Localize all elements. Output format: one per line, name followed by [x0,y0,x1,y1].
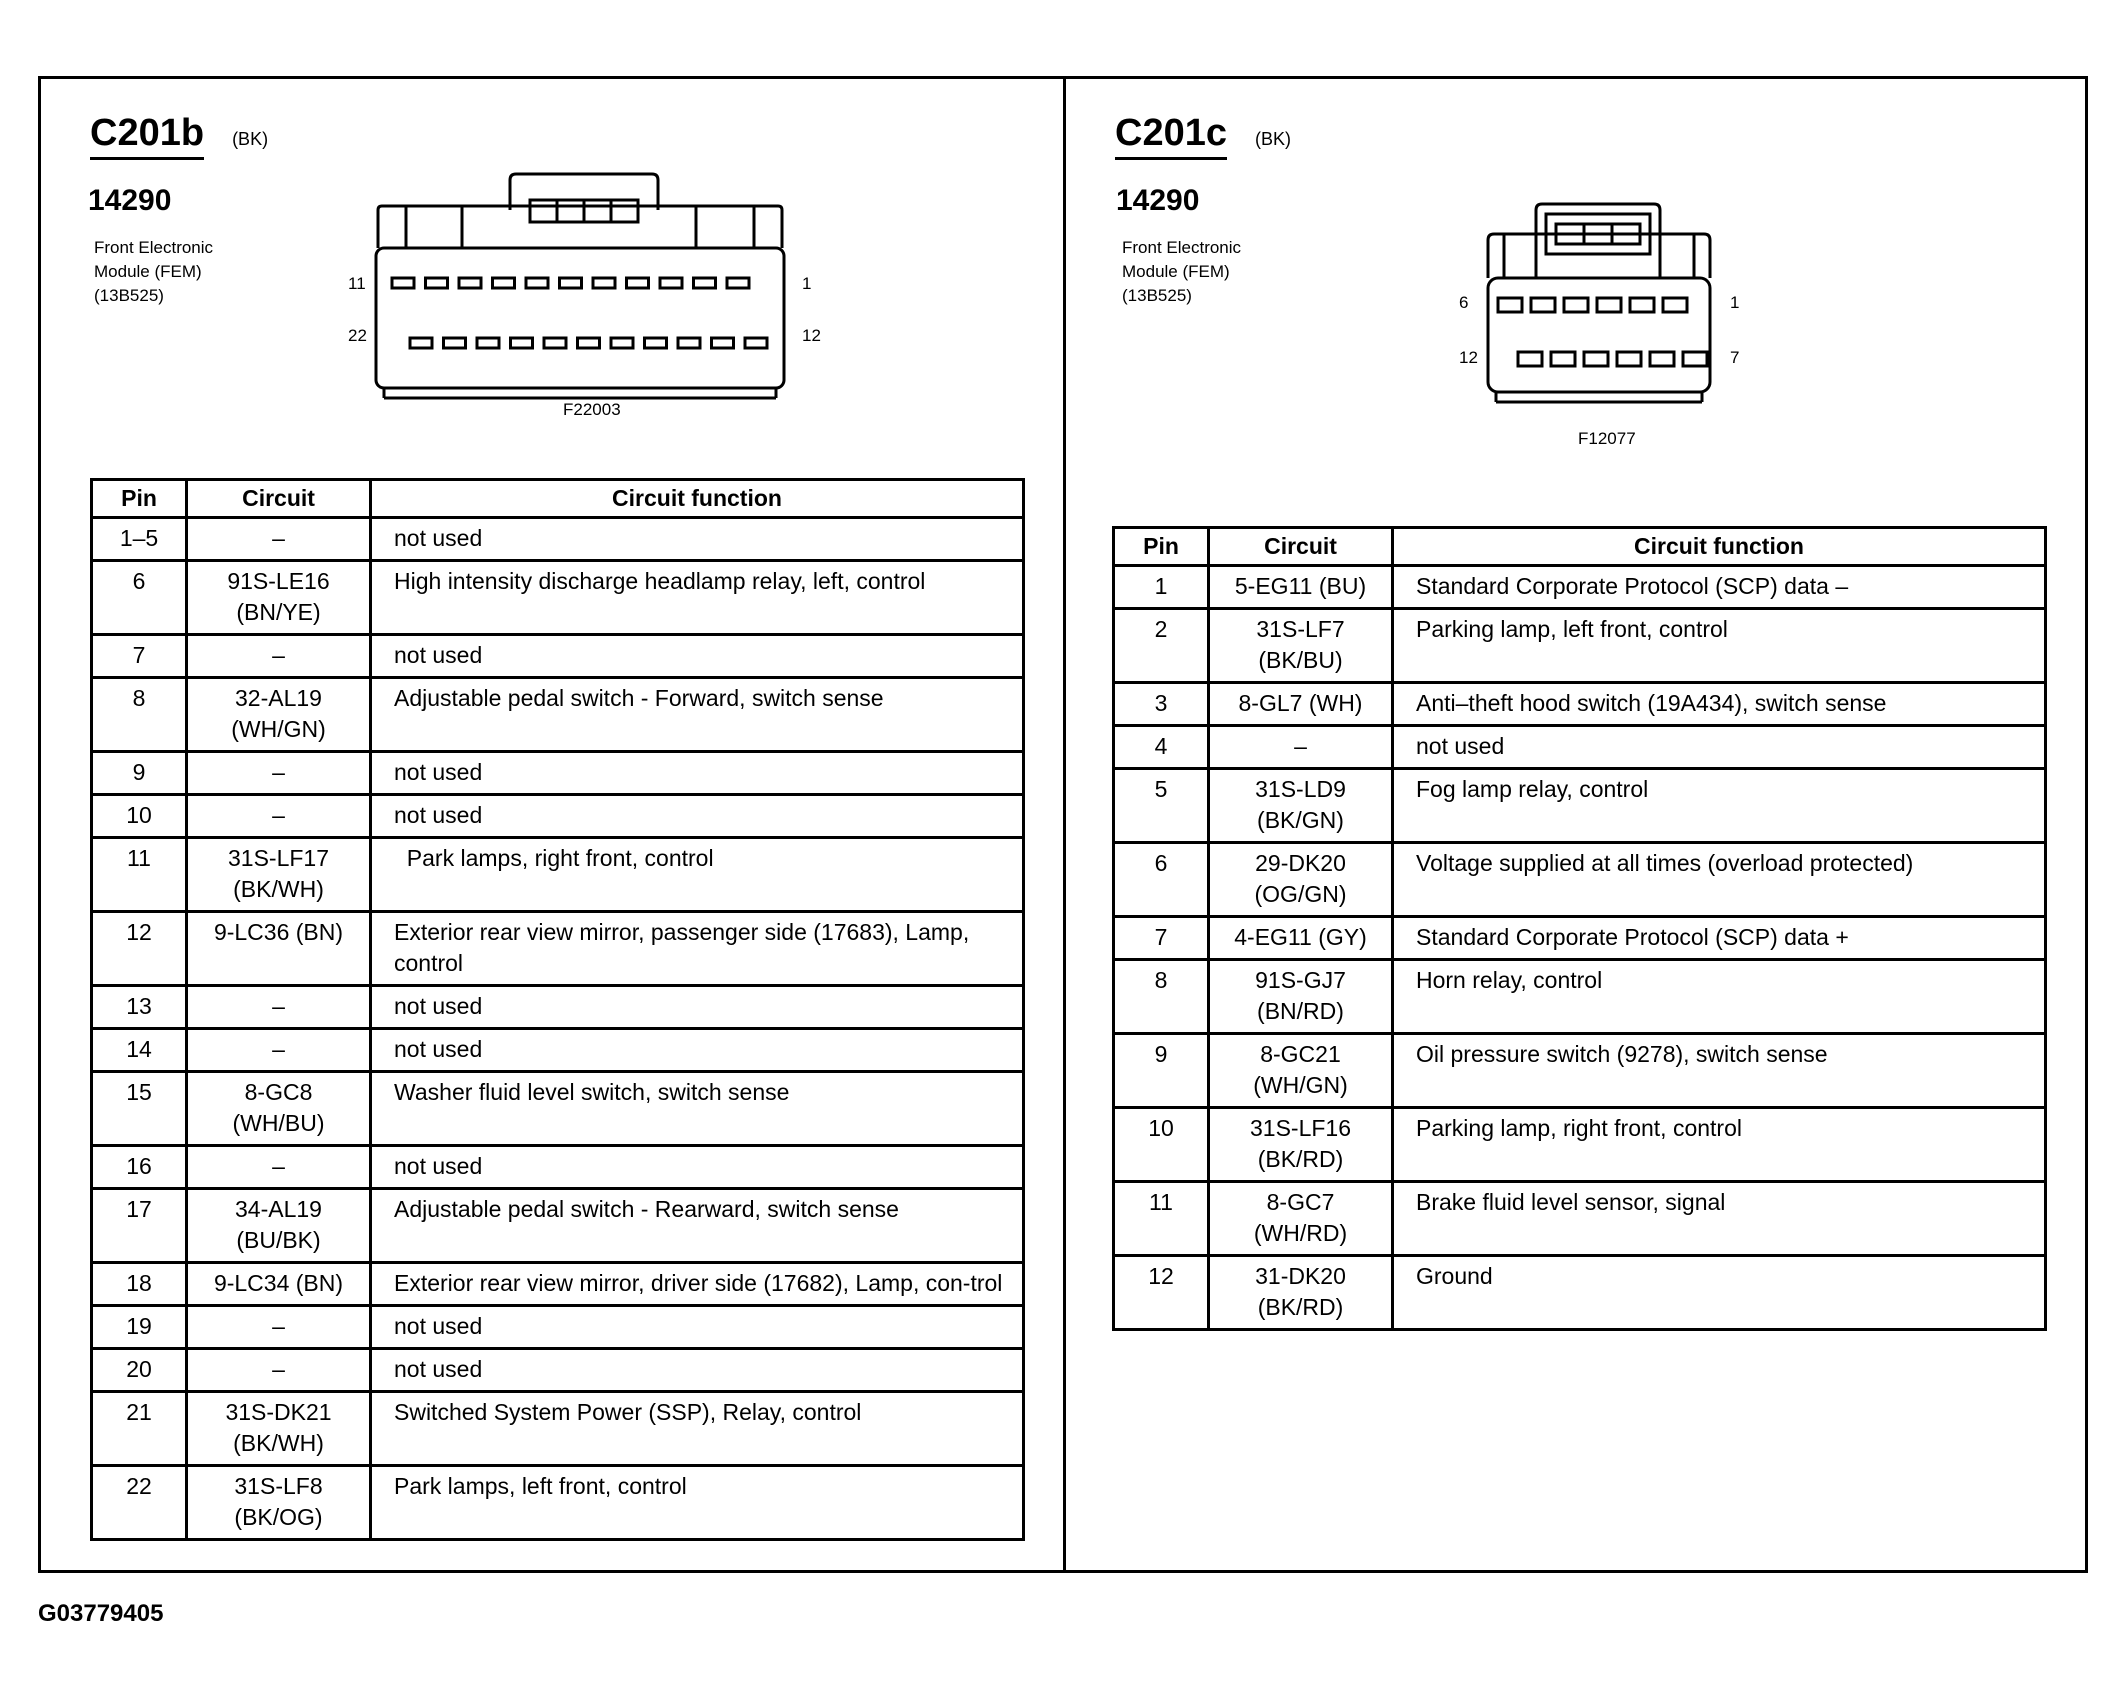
circuit-line: 91S-LE16 [227,568,330,594]
function-cell: Washer fluid level switch, switch sense [371,1072,1024,1146]
circuit-cell [1209,726,1393,769]
panel-divider [1063,76,1066,1573]
function-cell: not used [371,795,1024,838]
pin-cavity [1597,298,1621,312]
figure-id: F12077 [1578,429,1636,448]
pin-cavity [694,278,716,288]
module-description [94,236,294,308]
header-circuit-function: Circuit function [371,480,1024,518]
pin-cavity [627,278,649,288]
circuit-line: 91S-GJ7 [1255,967,1346,993]
circuit-cell [187,561,371,635]
function-cell: Horn relay, control [1393,960,2046,1034]
circuit-line: – [272,642,285,668]
circuit-line: – [272,525,285,551]
pin-cell: 8 [92,678,187,752]
function-cell: not used [371,1306,1024,1349]
module-desc-line: (13B525) [1122,286,1192,305]
function-cell: Park lamps, left front, control [371,1466,1024,1540]
module-desc-line: Front Electronic [94,238,214,257]
circuit-line: 34-AL19 [235,1196,322,1222]
circuit-line: – [272,1036,285,1062]
table-row [92,635,1024,678]
table-row [1114,726,2046,769]
circuit-line: 31S-LD9 [1255,776,1346,802]
figure-id: F22003 [563,400,621,419]
connector-face-c201c [1484,200,1714,410]
circuit-line: – [272,802,285,828]
pin-cavities [1498,298,1707,366]
circuit-line: – [272,1153,285,1179]
table-row [1114,843,2046,917]
circuit-line: 4-EG11 (GY) [1234,924,1367,950]
circuit-line: (BK/BU) [1258,647,1343,673]
table-row [92,518,1024,561]
pin-cavity [426,278,448,288]
pin-cell: 21 [92,1392,187,1466]
function-cell: Parking lamp, right front, control [1393,1108,2046,1182]
circuit-cell [187,1306,371,1349]
table-row [1114,1182,2046,1256]
circuit-line: 8-GC21 [1260,1041,1341,1067]
module-desc-line: Module (FEM) [94,262,202,281]
circuit-line: (WH/BU) [232,1110,325,1136]
function-cell: Ground [1393,1256,2046,1330]
function-cell: Switched System Power (SSP), Relay, control [371,1392,1024,1466]
table-row [1114,1034,2046,1108]
table-row [1114,566,2046,609]
pin-cavity [477,338,499,348]
circuit-cell [187,1189,371,1263]
circuit-line: (WH/GN) [1253,1072,1348,1098]
circuit-cell [1209,683,1393,726]
pin-label-top-right: 1 [802,274,812,293]
pin-cavity [1498,298,1522,312]
module-description [1122,236,1322,308]
circuit-line: (BK/OG) [234,1504,323,1530]
pin-label-bottom-left: 12 [1459,348,1478,367]
table-row [92,1466,1024,1540]
pin-cell: 12 [1114,1256,1209,1330]
circuit-cell [187,678,371,752]
circuit-line: 31S-DK21 [225,1399,332,1425]
pin-cell: 10 [92,795,187,838]
circuit-line: 9-LC36 (BN) [213,919,344,945]
pin-cell: 9 [92,752,187,795]
pin-cavity [678,338,700,348]
circuit-line: 9-LC34 (BN) [213,1270,344,1296]
circuit-line: (BK/RD) [1257,1294,1344,1320]
function-cell: not used [371,1029,1024,1072]
circuit-line: (BK/GN) [1257,807,1344,833]
table-row [1114,1108,2046,1182]
function-cell: Fog lamp relay, control [1393,769,2046,843]
circuit-line: 8-GC8 [244,1079,313,1105]
table-row [92,986,1024,1029]
pin-cavity [1551,352,1575,366]
table-row [92,1029,1024,1072]
header-pin: Pin [1114,528,1209,566]
pin-cell: 7 [92,635,187,678]
pin-cell: 8 [1114,960,1209,1034]
circuit-line: 31S-LF16 [1249,1115,1351,1141]
circuit-line: 31S-LF7 [1256,616,1345,642]
function-cell: not used [371,752,1024,795]
pin-cell: 16 [92,1146,187,1189]
circuit-line: 31-DK20 [1255,1263,1346,1289]
circuit-cell [1209,609,1393,683]
circuit-line: – [272,1356,285,1382]
circuit-cell [1209,769,1393,843]
function-cell: Adjustable pedal switch - Forward, switch sense [371,678,1024,752]
pin-cell: 18 [92,1263,187,1306]
connector-face-c201b [370,170,790,402]
connector-color: (BK) [1254,129,1291,149]
circuit-cell [1209,917,1393,960]
pin-label-bottom-left: 22 [348,326,367,345]
pin-cavity [645,338,667,348]
circuit-cell [1209,1034,1393,1108]
function-cell: Brake fluid level sensor, signal [1393,1182,2046,1256]
circuit-cell [187,1349,371,1392]
circuit-line: 31S-LF17 [227,845,329,871]
circuit-cell [1209,843,1393,917]
pin-cavity [1584,352,1608,366]
function-cell: Voltage supplied at all times (overload protected) [1393,843,2046,917]
pin-cavity [511,338,533,348]
circuit-cell [187,1263,371,1306]
circuit-cell [187,838,371,912]
pinout-table-c201b [90,478,1025,1541]
table-row [92,1189,1024,1263]
pin-cell: 9 [1114,1034,1209,1108]
circuit-line: (BK/WH) [233,1430,324,1456]
pin-label-bottom-right: 7 [1730,348,1740,367]
pin-cell: 19 [92,1306,187,1349]
table-row [1114,917,2046,960]
pin-label-bottom-right: 12 [802,326,821,345]
pin-cavity [526,278,548,288]
table-row [92,795,1024,838]
pin-cavity [459,278,481,288]
circuit-cell [187,1466,371,1540]
figure-code: G03779405 [38,1600,164,1627]
pin-cell: 11 [92,838,187,912]
function-cell: Anti–theft hood switch (19A434), switch sense [1393,683,2046,726]
table-row [92,1306,1024,1349]
header-circuit-function: Circuit function [1393,528,2046,566]
circuit-line: 5-EG11 (BU) [1234,573,1367,599]
pin-cavity [611,338,633,348]
circuit-cell [187,795,371,838]
header-circuit: Circuit [1209,528,1393,566]
circuit-line: (BN/YE) [236,599,321,625]
circuit-cell [187,635,371,678]
function-cell: Park lamps, right front, control [371,838,1024,912]
pin-cavity [712,338,734,348]
module-desc-line: Module (FEM) [1122,262,1230,281]
function-cell: Parking lamp, left front, control [1393,609,2046,683]
pin-cell: 13 [92,986,187,1029]
pin-cell: 1–5 [92,518,187,561]
header-circuit: Circuit [187,480,371,518]
table-row [1114,683,2046,726]
circuit-cell [1209,566,1393,609]
circuit-line: (BK/RD) [1257,1146,1344,1172]
pin-cavity [1531,298,1555,312]
circuit-cell [187,752,371,795]
pin-cell: 15 [92,1072,187,1146]
table-row [92,838,1024,912]
table-row [92,752,1024,795]
function-cell: Exterior rear view mirror, passenger side (17683), Lamp, control [371,912,1024,986]
circuit-cell [187,1072,371,1146]
connector-title [90,112,268,160]
pin-cavity [1564,298,1588,312]
pin-cavity [493,278,515,288]
function-cell: Adjustable pedal switch - Rearward, switch sense [371,1189,1024,1263]
pin-cell: 11 [1114,1182,1209,1256]
table-row [1114,960,2046,1034]
pin-cell: 20 [92,1349,187,1392]
function-cell: not used [371,1349,1024,1392]
table-row [92,912,1024,986]
circuit-line: 31S-LF8 [234,1473,323,1499]
table-row [92,561,1024,635]
circuit-cell [1209,1256,1393,1330]
table-row [1114,609,2046,683]
circuit-line: 32-AL19 [235,685,322,711]
function-cell: Standard Corporate Protocol (SCP) data + [1393,917,2046,960]
circuit-line: (WH/GN) [231,716,326,742]
pin-cavities [392,278,767,348]
function-cell: not used [371,1146,1024,1189]
part-number: 14290 [88,184,172,217]
circuit-line: 8-GL7 (WH) [1238,690,1363,716]
pin-cell: 3 [1114,683,1209,726]
pin-cavity [544,338,566,348]
pin-cavity [560,278,582,288]
circuit-cell [187,518,371,561]
pin-cavity [1663,298,1687,312]
circuit-cell [187,1392,371,1466]
table-header-row [92,480,1024,518]
table-row [92,1349,1024,1392]
function-cell: not used [371,518,1024,561]
circuit-line: (BU/BK) [236,1227,321,1253]
table-row [92,1146,1024,1189]
pin-cavity [745,338,767,348]
circuit-line: – [1294,733,1307,759]
pin-cell: 10 [1114,1108,1209,1182]
table-row [92,1072,1024,1146]
function-cell: not used [371,635,1024,678]
pin-cavity [1518,352,1542,366]
table-row [92,1263,1024,1306]
circuit-line: – [272,759,285,785]
function-cell: not used [371,986,1024,1029]
function-cell: High intensity discharge headlamp relay, left, control [371,561,1024,635]
pin-cavity [578,338,600,348]
pin-cavity [593,278,615,288]
circuit-line: – [272,993,285,1019]
pin-cell: 1 [1114,566,1209,609]
circuit-line: – [272,1313,285,1339]
pin-cavity [1630,298,1654,312]
function-cell: Oil pressure switch (9278), switch sense [1393,1034,2046,1108]
pin-cell: 2 [1114,609,1209,683]
table-row [1114,769,2046,843]
connector-name: C201b [90,112,204,160]
circuit-cell [187,912,371,986]
pin-cavity [1683,352,1707,366]
pin-cell: 5 [1114,769,1209,843]
connector-name: C201c [1115,112,1227,160]
module-desc-line: Front Electronic [1122,238,1242,257]
function-cell: not used [1393,726,2046,769]
pin-cell: 14 [92,1029,187,1072]
table-row [92,678,1024,752]
pinout-table-c201c [1112,526,2047,1331]
circuit-line: (BN/RD) [1257,998,1344,1024]
pin-cell: 17 [92,1189,187,1263]
pin-cavity [392,278,414,288]
pin-cell: 12 [92,912,187,986]
pin-cavity [727,278,749,288]
pin-cell: 6 [92,561,187,635]
pin-cavity [660,278,682,288]
table-row [92,1392,1024,1466]
circuit-cell [1209,960,1393,1034]
pin-cavity [444,338,466,348]
part-number: 14290 [1116,184,1200,217]
circuit-line: (BK/WH) [233,876,324,902]
connector-color: (BK) [232,129,269,149]
pin-cell: 22 [92,1466,187,1540]
function-cell: Exterior rear view mirror, driver side (17682), Lamp, con-trol [371,1263,1024,1306]
pin-label-top-right: 1 [1730,293,1740,312]
pin-cell: 6 [1114,843,1209,917]
circuit-cell [187,1029,371,1072]
pin-cavity [1617,352,1641,366]
circuit-line: 29-DK20 [1255,850,1346,876]
circuit-cell [187,1146,371,1189]
circuit-line: 8-GC7 [1266,1189,1335,1215]
table-row [1114,1256,2046,1330]
circuit-cell [1209,1108,1393,1182]
table-header-row [1114,528,2046,566]
circuit-cell [1209,1182,1393,1256]
function-cell: Standard Corporate Protocol (SCP) data – [1393,566,2046,609]
circuit-cell [187,986,371,1029]
header-pin: Pin [92,480,187,518]
pin-cavity [1650,352,1674,366]
module-desc-line: (13B525) [94,286,164,305]
circuit-line: (OG/GN) [1254,881,1347,907]
pin-cavity [410,338,432,348]
connector-title [1115,112,1291,160]
pin-label-top-left: 6 [1459,293,1469,312]
circuit-line: (WH/RD) [1253,1220,1348,1246]
pin-cell: 7 [1114,917,1209,960]
pin-label-top-left: 11 [348,274,366,293]
pin-cell: 4 [1114,726,1209,769]
